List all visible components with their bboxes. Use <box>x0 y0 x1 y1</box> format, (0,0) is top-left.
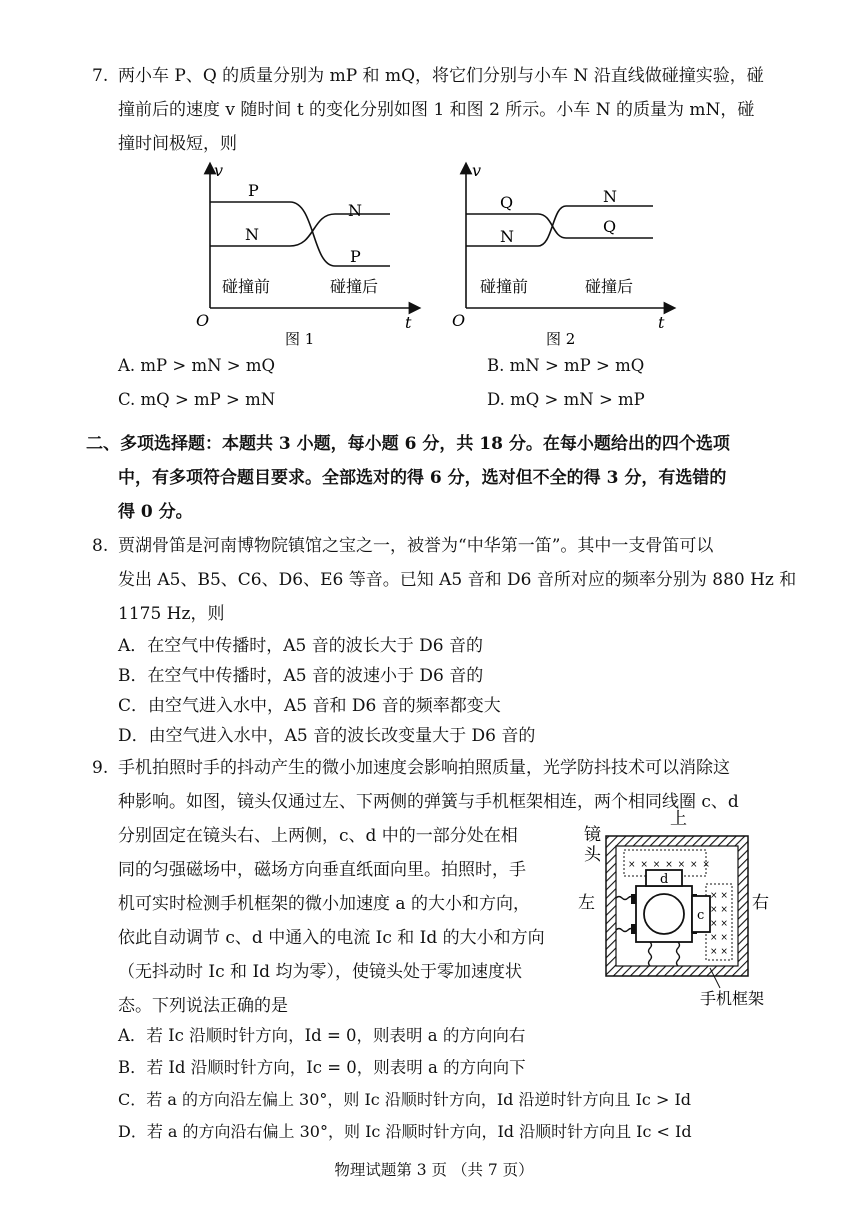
q9-text-line5: 机可实时检测手机框架的微小加速度 a 的大小和方向， <box>118 894 530 914</box>
fig1-before-text: 碰撞前 <box>222 277 271 296</box>
q9-option-c[interactable]: C．若 a 的方向沿左偏上 30°，则 Ic 沿顺时针方向，Id 沿逆时针方向且 Ic > Id <box>118 1090 692 1109</box>
q7-option-a[interactable]: A. mP > mN > mQ <box>118 356 276 375</box>
fig1-curve-P <box>210 202 390 266</box>
fig2-label-Q-after: Q <box>603 217 617 236</box>
q9-label-frame: 手机框架 <box>700 989 765 1008</box>
svg-text:× ×: × × <box>710 905 728 915</box>
fig1-label-N-before: N <box>245 225 259 244</box>
fig2-before-text: 碰撞前 <box>480 277 529 296</box>
fig2-label-Q-before: Q <box>500 193 514 212</box>
fig2-curve-N <box>466 206 653 246</box>
q9-text-line7: （无抖动时 Ic 和 Id 均为零），使镜头处于零加速度状 <box>118 962 522 982</box>
fig1-after-text: 碰撞后 <box>330 277 379 296</box>
q7-option-b[interactable]: B. mN > mP > mQ <box>487 356 645 375</box>
fig1-label-P-before: P <box>248 181 259 200</box>
q9-text-line2: 种影响。如图，镜头仅通过左、下两侧的弹簧与手机框架相连，两个相同线圈 c、d <box>118 792 739 812</box>
q7-text-line2: 撞前后的速度 v 随时间 t 的变化分别如图 1 和图 2 所示。小车 N 的质量为 mN，碰 <box>118 100 755 120</box>
fig1-origin-label: O <box>196 311 210 330</box>
fig2-origin-label: O <box>452 311 466 330</box>
fig1-v-label: v <box>214 161 224 180</box>
svg-text:× ×: × × <box>710 891 728 901</box>
section2-heading-line2: 中，有多项符合题目要求。全部选对的得 6 分，选对但不全的得 3 分，有选错的 <box>118 468 727 488</box>
svg-text:× × × × × × ×: × × × × × × × <box>628 860 711 870</box>
q9-label-lens-2: 头 <box>584 845 601 865</box>
q7-number: 7. <box>92 66 109 86</box>
fig2-label-N-after: N <box>603 187 617 206</box>
lens-circle <box>644 894 684 934</box>
q8-option-d[interactable]: D．由空气进入水中，A5 音的波长改变量大于 D6 音的 <box>118 726 536 746</box>
q8-option-b[interactable]: B．在空气中传播时，A5 音的波速小于 D6 音的 <box>118 666 484 686</box>
svg-text:× ×: × × <box>710 933 728 943</box>
q9-text-line3: 分别固定在镜头右、上两侧，c、d 中的一部分处在相 <box>118 826 518 846</box>
q9-number: 9. <box>92 758 109 778</box>
fig2-caption: 图 2 <box>546 330 576 348</box>
q9-label-lens-1: 镜 <box>584 825 601 845</box>
q9-text-line4: 同的匀强磁场中，磁场方向垂直纸面向里。拍照时，手 <box>118 860 526 880</box>
section2-heading-line1: 二、多项选择题：本题共 3 小题，每小题 6 分，共 18 分。在每小题给出的四个选项 <box>86 434 730 454</box>
q8-option-a[interactable]: A．在空气中传播时，A5 音的波长大于 D6 音的 <box>118 636 484 656</box>
fig2-after-text: 碰撞后 <box>585 277 634 296</box>
q8-number: 8. <box>92 536 109 556</box>
q7-text-line3: 撞时间极短，则 <box>118 134 237 154</box>
q7-option-c[interactable]: C. mQ > mP > mN <box>118 390 276 409</box>
figure-2-vt-graph <box>448 160 688 355</box>
q9-text-line8: 态。下列说法正确的是 <box>118 996 288 1016</box>
coil-c-label: c <box>697 908 705 923</box>
fig1-label-P-after: P <box>350 247 361 266</box>
q7-text-line1: 两小车 P、Q 的质量分别为 mP 和 mQ，将它们分别与小车 N 沿直线做碰撞实验，碰 <box>118 66 764 86</box>
svg-text:× ×: × × <box>710 919 728 929</box>
page-footer: 物理试题第 3 页 （共 7 页） <box>334 1161 534 1179</box>
q9-label-right: 右 <box>752 893 769 913</box>
q9-option-d[interactable]: D．若 a 的方向沿右偏上 30°，则 Ic 沿顺时针方向，Id 沿顺时针方向且 Ic < Id <box>118 1122 692 1141</box>
q9-text-line1: 手机拍照时手的抖动产生的微小加速度会影响拍照质量，光学防抖技术可以消除这 <box>118 758 730 778</box>
q8-text-line2: 发出 A5、B5、C6、D6、E6 等音。已知 A5 音和 D6 音所对应的频率分别为 880 Hz 和 <box>118 570 797 590</box>
q9-phone-figure <box>570 798 790 1013</box>
fig2-v-label: v <box>472 161 482 180</box>
q9-option-a[interactable]: A．若 Ic 沿顺时针方向，Id = 0，则表明 a 的方向向右 <box>118 1026 526 1045</box>
coil-d-label: d <box>660 872 669 887</box>
q8-text-line1: 贾湖骨笛是河南博物院镇馆之宝之一，被誉为“中华第一笛”。其中一支骨笛可以 <box>118 536 714 556</box>
q9-label-left: 左 <box>578 893 595 913</box>
svg-text:× ×: × × <box>710 947 728 957</box>
fig1-label-N-after: N <box>348 201 362 220</box>
q9-option-b[interactable]: B．若 Id 沿顺时针方向，Ic = 0，则表明 a 的方向向下 <box>118 1058 526 1077</box>
q8-text-line3: 1175 Hz，则 <box>118 604 225 624</box>
q8-option-c[interactable]: C．由空气进入水中，A5 音和 D6 音的频率都变大 <box>118 696 501 716</box>
section2-heading-line3: 得 0 分。 <box>118 502 193 522</box>
fig2-t-label: t <box>658 313 665 332</box>
fig1-curve-N <box>210 214 390 246</box>
q9-text-line6: 依此自动调节 c、d 中通入的电流 Ic 和 Id 的大小和方向 <box>118 928 545 948</box>
q9-label-top: 上 <box>670 809 687 829</box>
fig1-t-label: t <box>405 313 412 332</box>
fig2-label-N-before: N <box>500 227 514 246</box>
q7-option-d[interactable]: D. mQ > mN > mP <box>487 390 645 409</box>
figure-1-vt-graph <box>190 160 430 355</box>
fig2-curve-Q <box>466 214 653 238</box>
fig1-caption: 图 1 <box>285 330 315 348</box>
